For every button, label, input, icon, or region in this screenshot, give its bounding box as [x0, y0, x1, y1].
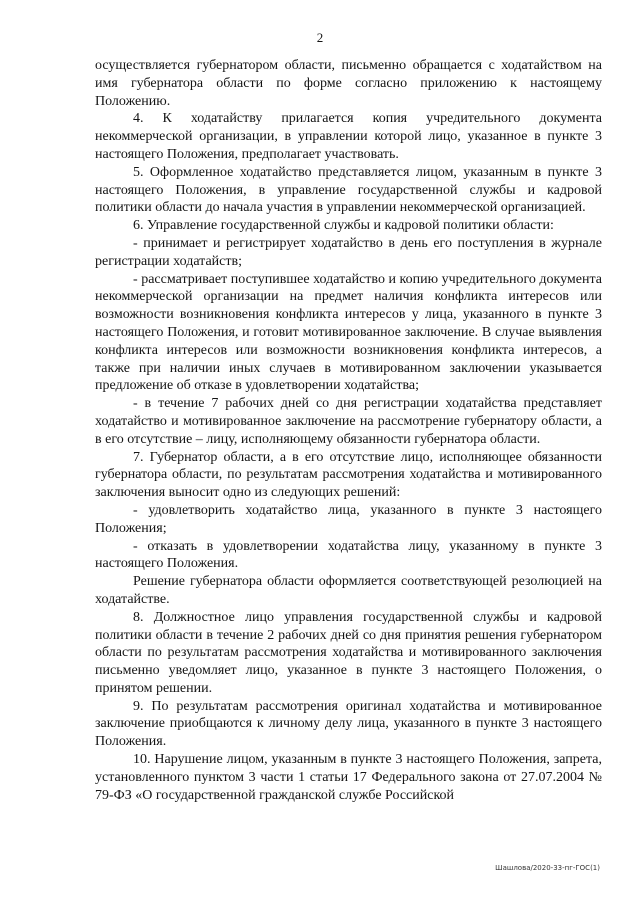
paragraph-item-7: 7. Губернатор области, а в его отсутствие лицо, исполняющее обязанности губернатора области, по результатам рассмотрения ходатайства и мотивированного заключения выносит одно из следующих решений:	[95, 449, 602, 501]
paragraph-decision-note: Решение губернатора области оформляется соответствующей резолюцией на ходатайстве.	[95, 574, 602, 607]
paragraph-item-7-option-2: - отказать в удовлетворении ходатайства лицу, указанному в пункте 3 настоящего Положения.	[95, 538, 602, 572]
page-number: 2	[316, 30, 324, 45]
document-body	[95, 57, 602, 804]
paragraph-continuation: осуществляется губернатором области, письменно обращается с ходатайством на имя губернатора области по форме согласно приложению к настоящему Положению.	[95, 58, 602, 109]
paragraph-item-4: 4. К ходатайству прилагается копия учредительного документа некоммерческой организации, в управлении которой лицо, указанное в пункте 3 настоящего Положения, предполагает участвовать.	[95, 111, 602, 162]
paragraph-item-10: 10. Нарушение лицом, указанным в пункте 3 настоящего Положения, запрета, установленного пунктом 3 части 1 статьи 17 Федерального закона от 27.07.2004 № 79-ФЗ «О государственной гражданской службе Российской	[95, 752, 602, 803]
paragraph-item-6-bullet-2: - рассматривает поступившее ходатайство и копию учредительного документа некоммерческой организации на предмет наличия конфликта интересов или возможности возникновения конфликта интересов у лица, указанного в пункте 3 настоящего Положения, и готовит мотивированное заключение. В случае выявления конфликта интересов или возможности возникновения конфликта интересов, а также при наличии иных случаев в мотивированном заключении указывается предложение об отказе в удовлетворении ходатайства;	[95, 271, 602, 394]
paragraph-item-6-bullet-3: - в течение 7 рабочих дней со дня регистрации ходатайства представляет ходатайство и мотивированное заключение на рассмотрение губернатору области, а в его отсутствие – лицу, исполняющему обязанности губернатора области.	[95, 396, 602, 447]
paragraph-item-9: 9. По результатам рассмотрения оригинал ходатайства и мотивированное заключение приобщаются к личному делу лица, указанного в пункте 3 настоящего Положения.	[95, 698, 602, 750]
document-code: Шашлова/2020-33-пг-ГОС(1)	[495, 864, 600, 872]
paragraph-item-6: 6. Управление государственной службы и кадровой политики области:	[133, 218, 554, 234]
paragraph-item-6-bullet-1: - принимает и регистрирует ходатайство в день его поступления в журнале регистрации ходатайств;	[95, 235, 602, 269]
paragraph-item-8: 8. Должностное лицо управления государственной службы и кадровой политики области в течение 2 рабочих дней со дня принятия решения губернатором области по результатам рассмотрения ходатайства и мотивированного заключения письменно уведомляет лицо, указанное в пункте 3 настоящего Положения, о принятом решении.	[95, 609, 602, 696]
paragraph-item-7-option-1: - удовлетворить ходатайство лица, указанного в пункте 3 настоящего Положения;	[95, 502, 602, 536]
paragraph-item-5: 5. Оформленное ходатайство представляется лицом, указанным в пункте 3 настоящего Положения, в управление государственной службы и кадровой политики области до начала участия в управлении некоммерческой организацией.	[95, 164, 602, 216]
